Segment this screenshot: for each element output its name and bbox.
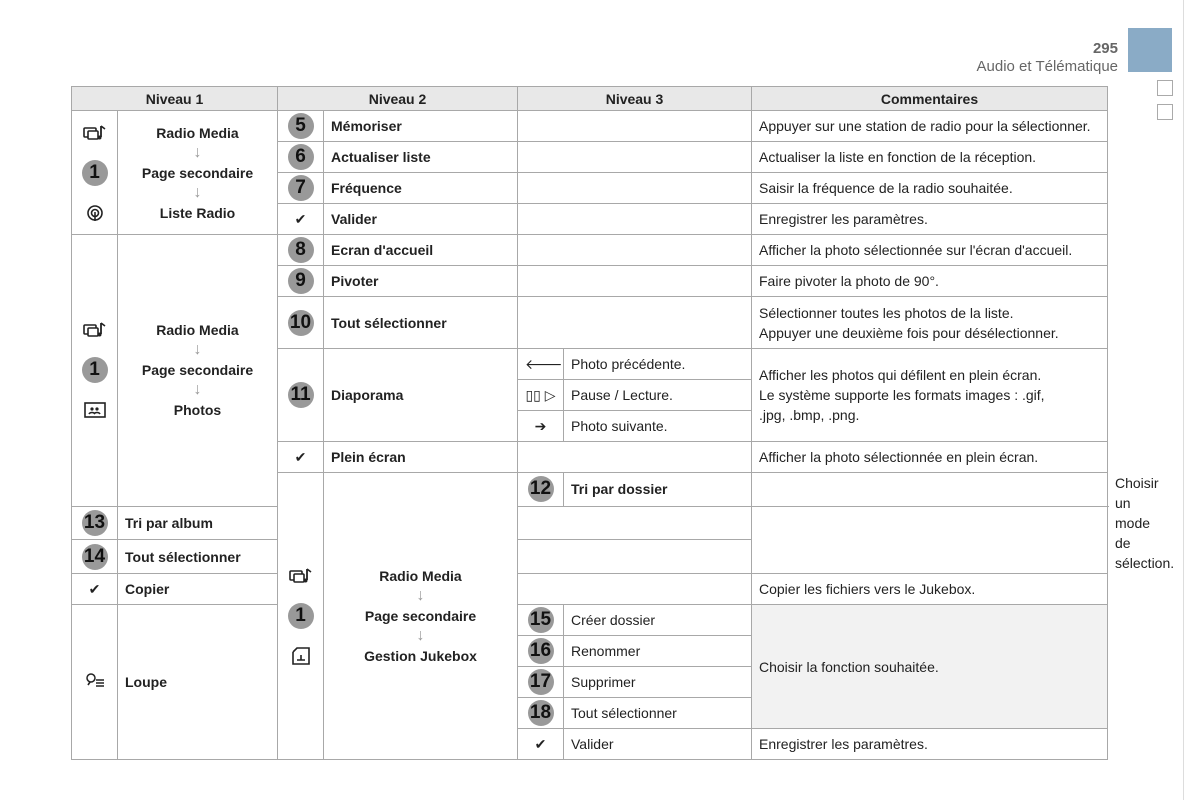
level3-empty xyxy=(518,442,752,473)
level3-label: Tout sélectionner xyxy=(564,698,752,729)
check-icon: ✔ xyxy=(518,729,564,760)
comment: Appuyer sur une station de radio pour la sélectionner. xyxy=(752,111,1108,142)
table-row: 1 Radio Media ↓ Page secondaire ↓ Gestion Jukebox 12 Tri par dossier Choisir un mode de sélection. xyxy=(72,473,1108,507)
check-icon: ✔ xyxy=(278,442,324,473)
col-niveau2: Niveau 2 xyxy=(278,87,518,111)
secondary-page-icon: 1 xyxy=(285,596,316,636)
chapter-marker-1 xyxy=(1157,80,1173,96)
level3-empty xyxy=(518,540,752,574)
level3-label: Créer dossier xyxy=(564,605,752,636)
level2-label: Ecran d'accueil xyxy=(324,235,518,266)
arrow-down-icon: ↓ xyxy=(416,627,425,644)
radio-media-icon xyxy=(285,556,316,596)
row-number: 18 xyxy=(518,698,564,729)
arrow-left-icon: 🡐 xyxy=(518,349,564,380)
comment: Faire pivoter la photo de 90°. xyxy=(752,266,1108,297)
row-number: 10 xyxy=(278,297,324,349)
comment: Saisir la fréquence de la radio souhaitée. xyxy=(752,173,1108,204)
arrow-down-icon: ↓ xyxy=(193,341,202,359)
row-number: 14 xyxy=(72,540,118,574)
level2-label: Pivoter xyxy=(324,266,518,297)
level2-label: Tout sélectionner xyxy=(118,540,278,574)
comment: Sélectionner toutes les photos de la liste. Appuyer une deuxième fois pour désélectionner. xyxy=(752,297,1108,349)
radio-media-icon xyxy=(79,310,110,350)
comment: Copier les fichiers vers le Jukebox. xyxy=(752,574,1108,605)
row-number: 5 xyxy=(278,111,324,142)
level2-label: Fréquence xyxy=(324,173,518,204)
col-niveau1: Niveau 1 xyxy=(72,87,278,111)
level2-label: Mémoriser xyxy=(324,111,518,142)
level2-label: Loupe xyxy=(118,605,278,760)
row-number: 11 xyxy=(278,349,324,442)
level3-label: Photo précédente. xyxy=(564,349,752,380)
level3-empty xyxy=(518,297,752,349)
level3-empty xyxy=(518,111,752,142)
level1-item: Page secondaire xyxy=(141,362,254,379)
level3-label: Pause / Lecture. xyxy=(564,380,752,411)
section-title: Audio et Télématique xyxy=(976,58,1118,75)
secondary-page-icon: 1 xyxy=(79,350,110,390)
level1-icons xyxy=(72,235,118,507)
level3-label: Renommer xyxy=(564,636,752,667)
level1-item: Radio Media xyxy=(156,124,239,141)
row-number: 8 xyxy=(278,235,324,266)
table-row xyxy=(72,506,1108,540)
level1-item: Page secondaire xyxy=(141,164,254,181)
chapter-marker-2 xyxy=(1157,104,1173,120)
comment: Choisir la fonction souhaitée. xyxy=(752,605,1108,729)
row-number: 12 xyxy=(518,473,564,507)
level2-label: Valider xyxy=(324,204,518,235)
arrow-down-icon: ↓ xyxy=(193,183,202,201)
level3-empty xyxy=(518,266,752,297)
comment: Afficher la photo sélectionnée sur l'écran d'accueil. xyxy=(752,235,1108,266)
level3-empty xyxy=(518,204,752,235)
pause-play-icon: ▯▯ ▷ xyxy=(518,380,564,411)
level1-item: Radio Media xyxy=(156,322,239,339)
level2-label: Actualiser liste xyxy=(324,142,518,173)
level3-empty xyxy=(518,506,752,540)
table-row xyxy=(72,574,1108,605)
level1-item: Liste Radio xyxy=(159,204,236,221)
margin-rule xyxy=(1183,0,1184,800)
level3-empty xyxy=(518,235,752,266)
check-icon: ✔ xyxy=(278,204,324,235)
comment: Afficher la photo sélectionnée en plein écran. xyxy=(752,442,1108,473)
photos-icon xyxy=(79,390,110,430)
level1-flow xyxy=(118,111,278,235)
level1-flow xyxy=(324,473,518,760)
arrow-down-icon: ↓ xyxy=(416,587,425,604)
secondary-page-icon: 1 xyxy=(79,153,110,193)
magnifier-icon xyxy=(72,605,118,760)
level1-item: Radio Media xyxy=(379,568,462,584)
col-commentaires: Commentaires xyxy=(752,87,1108,111)
arrow-down-icon: ↓ xyxy=(193,381,202,399)
row-number: 9 xyxy=(278,266,324,297)
level3-empty xyxy=(518,173,752,204)
level2-label: Tout sélectionner xyxy=(324,297,518,349)
level1-flow xyxy=(118,235,278,507)
row-number: 6 xyxy=(278,142,324,173)
radio-list-icon xyxy=(79,193,110,233)
level3-label: Supprimer xyxy=(564,667,752,698)
level1-item: Gestion Jukebox xyxy=(364,648,477,664)
level3-label: Photo suivante. xyxy=(564,411,752,442)
table-row xyxy=(72,235,1108,266)
comment: Afficher les photos qui défilent en plein écran. Le système supporte les formats images : .gif, .jpg, .bmp, .png. xyxy=(752,349,1108,442)
level2-label: Tri par dossier xyxy=(564,473,752,507)
level3-empty xyxy=(752,473,1108,507)
level1-item: Page secondaire xyxy=(364,608,477,624)
level2-label: Plein écran xyxy=(324,442,518,473)
row-number: 15 xyxy=(518,605,564,636)
table-header-row xyxy=(72,87,1108,111)
comment: Enregistrer les paramètres. xyxy=(752,729,1108,760)
level3-empty xyxy=(518,574,752,605)
page-number: 295 xyxy=(1092,40,1118,57)
level2-label: Tri par album xyxy=(118,506,278,540)
level3-label: Valider xyxy=(564,729,752,760)
level2-label: Diaporama xyxy=(324,349,518,442)
col-niveau3: Niveau 3 xyxy=(518,87,752,111)
menu-table xyxy=(71,86,1175,760)
level3-empty xyxy=(518,142,752,173)
row-number: 13 xyxy=(72,506,118,540)
table-row xyxy=(72,111,1108,142)
row-number: 17 xyxy=(518,667,564,698)
arrow-right-icon: ➔ xyxy=(518,411,564,442)
table-row xyxy=(72,605,1108,636)
radio-media-icon xyxy=(79,113,110,153)
comment: Actualiser la liste en fonction de la réception. xyxy=(752,142,1108,173)
arrow-down-icon: ↓ xyxy=(193,143,202,161)
level1-icons xyxy=(72,111,118,235)
chapter-tab xyxy=(1128,28,1172,72)
table-row xyxy=(72,540,1108,574)
comment: Enregistrer les paramètres. xyxy=(752,204,1108,235)
level1-icons xyxy=(278,473,324,760)
row-number: 16 xyxy=(518,636,564,667)
level2-label: Copier xyxy=(118,574,278,605)
row-number: 7 xyxy=(278,173,324,204)
check-icon: ✔ xyxy=(72,574,118,605)
level1-item: Photos xyxy=(173,402,222,419)
jukebox-icon xyxy=(285,636,316,676)
